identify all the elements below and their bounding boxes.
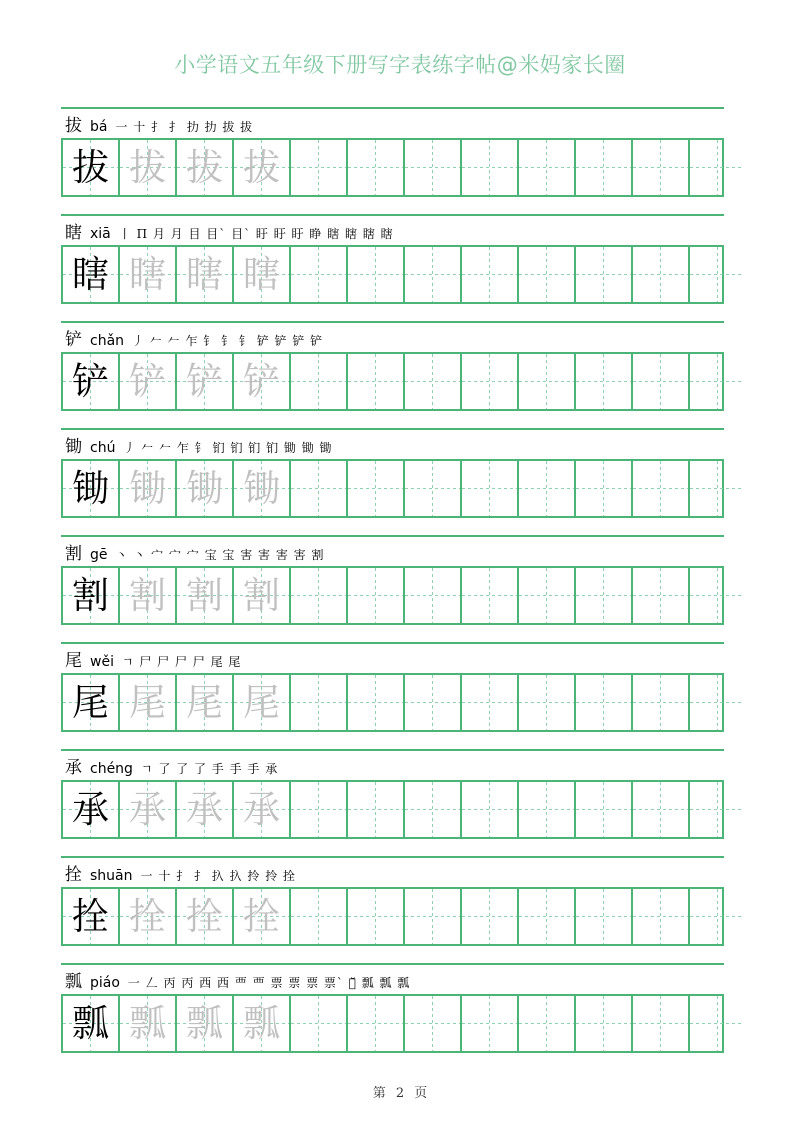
blank-cell[interactable]	[405, 782, 462, 837]
blank-cell[interactable]	[519, 675, 576, 730]
trace-glyph: 锄	[186, 467, 223, 510]
trace-cell	[177, 782, 234, 837]
blank-cell[interactable]	[348, 247, 405, 302]
char-block-5	[61, 642, 724, 742]
stroke-order: 丿 𠂉 𠂉 乍 钅 钔 钔 钔 钔 锄 锄 锄	[123, 441, 333, 455]
char-info	[65, 757, 278, 779]
blank-cell[interactable]	[690, 354, 743, 409]
blank-cell[interactable]	[690, 782, 743, 837]
blank-cell[interactable]	[633, 568, 690, 623]
trace-cell	[177, 140, 234, 195]
blank-cell[interactable]	[348, 675, 405, 730]
trace-glyph: 尾	[129, 681, 166, 724]
blank-cell[interactable]	[348, 354, 405, 409]
trace-glyph: 拔	[243, 146, 280, 189]
char-info	[65, 329, 323, 351]
blank-cell[interactable]	[348, 568, 405, 623]
blank-cell[interactable]	[462, 354, 519, 409]
char-info	[65, 971, 410, 993]
trace-cell	[234, 461, 291, 516]
stroke-order: 一 十 扌 扌 扐 扐 拔 拔	[115, 120, 254, 134]
blank-cell[interactable]	[576, 354, 633, 409]
writing-grid	[61, 352, 724, 411]
trace-cell	[177, 354, 234, 409]
blank-cell[interactable]	[462, 568, 519, 623]
char-label: 尾	[65, 651, 82, 671]
char-info	[65, 222, 394, 244]
blank-cell[interactable]	[519, 247, 576, 302]
blank-cell[interactable]	[291, 247, 348, 302]
blank-cell[interactable]	[405, 247, 462, 302]
blank-cell[interactable]	[462, 247, 519, 302]
char-info	[65, 864, 296, 886]
trace-glyph: 承	[129, 788, 166, 831]
blank-cell[interactable]	[519, 354, 576, 409]
stroke-order: ㄱ 尸 尸 尸 尸 尾 尾	[121, 655, 242, 669]
blank-cell[interactable]	[690, 140, 743, 195]
block-separator	[61, 428, 724, 430]
pinyin-label: wěi	[90, 654, 114, 670]
blank-cell[interactable]	[576, 889, 633, 944]
block-separator	[61, 642, 724, 644]
blank-cell[interactable]	[519, 996, 576, 1051]
trace-glyph: 尾	[186, 681, 223, 724]
trace-glyph: 拴	[186, 895, 223, 938]
block-separator	[61, 214, 724, 216]
blank-cell[interactable]	[462, 889, 519, 944]
blank-cell[interactable]	[633, 140, 690, 195]
blank-cell[interactable]	[348, 782, 405, 837]
char-label: 拔	[65, 116, 82, 136]
trace-glyph: 割	[129, 574, 166, 617]
blank-cell[interactable]	[405, 461, 462, 516]
blank-cell[interactable]	[633, 461, 690, 516]
trace-glyph: 拴	[129, 895, 166, 938]
model-cell	[63, 568, 120, 623]
block-separator	[61, 107, 724, 109]
blank-cell[interactable]	[690, 247, 743, 302]
model-glyph: 铲	[72, 360, 109, 403]
blank-cell[interactable]	[405, 568, 462, 623]
char-block-1	[61, 214, 724, 314]
char-label: 承	[65, 758, 82, 778]
blank-cell[interactable]	[291, 782, 348, 837]
char-info	[65, 436, 332, 458]
stroke-order: 一 十 扌 扌 扖 扖 拎 拎 拴	[140, 869, 297, 883]
trace-glyph: 铲	[129, 360, 166, 403]
model-glyph: 拔	[72, 146, 109, 189]
trace-cell	[120, 568, 177, 623]
trace-glyph: 瞎	[129, 253, 166, 296]
blank-cell[interactable]	[291, 675, 348, 730]
writing-grid	[61, 887, 724, 946]
writing-grid	[61, 245, 724, 304]
trace-cell	[177, 889, 234, 944]
trace-cell	[234, 140, 291, 195]
trace-cell	[234, 675, 291, 730]
pinyin-label: piáo	[90, 975, 120, 991]
blank-cell[interactable]	[348, 996, 405, 1051]
blank-cell[interactable]	[633, 889, 690, 944]
writing-grid	[61, 673, 724, 732]
trace-cell	[120, 675, 177, 730]
pinyin-label: xiā	[90, 226, 111, 242]
model-glyph: 锄	[72, 467, 109, 510]
blank-cell[interactable]	[462, 782, 519, 837]
blank-cell[interactable]	[291, 354, 348, 409]
block-separator	[61, 749, 724, 751]
blank-cell[interactable]	[348, 140, 405, 195]
blank-cell[interactable]	[405, 675, 462, 730]
model-cell	[63, 354, 120, 409]
stroke-order: 丶 丶 宀 宀 宀 宝 宝 害 害 害 害 割	[115, 548, 325, 562]
writing-grid	[61, 566, 724, 625]
char-block-8	[61, 963, 724, 1063]
char-block-2	[61, 321, 724, 421]
trace-cell	[177, 996, 234, 1051]
blank-cell[interactable]	[576, 675, 633, 730]
model-cell	[63, 782, 120, 837]
blank-cell[interactable]	[405, 889, 462, 944]
char-info	[65, 115, 253, 137]
blank-cell[interactable]	[348, 461, 405, 516]
blank-cell[interactable]	[690, 568, 743, 623]
trace-cell	[177, 568, 234, 623]
stroke-order: 丨 П 月 月 目 目` 目` 盱 盱 盱 睁 瞎 瞎 瞎 瞎	[118, 227, 394, 241]
blank-cell[interactable]	[291, 461, 348, 516]
model-cell	[63, 675, 120, 730]
blank-cell[interactable]	[519, 140, 576, 195]
trace-glyph: 承	[186, 788, 223, 831]
char-info	[65, 543, 324, 565]
blank-cell[interactable]	[348, 889, 405, 944]
trace-glyph: 割	[186, 574, 223, 617]
char-block-7	[61, 856, 724, 956]
trace-cell	[120, 889, 177, 944]
trace-glyph: 瓢	[243, 1002, 280, 1045]
blank-cell[interactable]	[633, 996, 690, 1051]
model-glyph: 割	[72, 574, 109, 617]
trace-cell	[177, 675, 234, 730]
trace-cell	[120, 140, 177, 195]
trace-cell	[234, 782, 291, 837]
blank-cell[interactable]	[405, 140, 462, 195]
trace-glyph: 瓢	[186, 1002, 223, 1045]
blank-cell[interactable]	[462, 140, 519, 195]
blank-cell[interactable]	[576, 461, 633, 516]
writing-grid	[61, 138, 724, 197]
block-separator	[61, 535, 724, 537]
blank-cell[interactable]	[633, 782, 690, 837]
trace-glyph: 承	[243, 788, 280, 831]
char-block-4	[61, 535, 724, 635]
pinyin-label: chǎn	[90, 333, 125, 349]
blank-cell[interactable]	[576, 140, 633, 195]
blank-cell[interactable]	[576, 247, 633, 302]
footer-prefix: 第	[372, 1086, 386, 1101]
trace-cell	[120, 247, 177, 302]
char-label: 瞎	[65, 223, 82, 243]
trace-cell	[120, 782, 177, 837]
blank-cell[interactable]	[576, 782, 633, 837]
blank-cell[interactable]	[291, 889, 348, 944]
trace-cell	[177, 247, 234, 302]
model-glyph: 瞎	[72, 253, 109, 296]
trace-glyph: 割	[243, 574, 280, 617]
stroke-order: 一 𠃋 丙 丙 西 西 覀 覀 票 票 票 票` 票̆ 瓢 瓢 瓢	[127, 976, 411, 990]
trace-cell	[234, 889, 291, 944]
blank-cell[interactable]	[633, 354, 690, 409]
model-cell	[63, 996, 120, 1051]
trace-glyph: 拴	[243, 895, 280, 938]
char-label: 锄	[65, 437, 82, 457]
char-label: 割	[65, 544, 82, 564]
trace-glyph: 尾	[243, 681, 280, 724]
trace-cell	[177, 461, 234, 516]
trace-glyph: 拔	[129, 146, 166, 189]
char-block-0	[61, 107, 724, 207]
char-block-6	[61, 749, 724, 849]
trace-cell	[234, 568, 291, 623]
char-info	[65, 650, 241, 672]
blank-cell[interactable]	[690, 461, 743, 516]
blank-cell[interactable]	[462, 461, 519, 516]
model-cell	[63, 140, 120, 195]
blank-cell[interactable]	[519, 889, 576, 944]
block-separator	[61, 321, 724, 323]
trace-glyph: 铲	[186, 360, 223, 403]
trace-glyph: 铲	[243, 360, 280, 403]
block-separator	[61, 856, 724, 858]
stroke-order: 丿 𠂉 𠂉 乍 钅 钅 钅 铲 铲 铲 铲	[132, 334, 324, 348]
trace-glyph: 锄	[243, 467, 280, 510]
stroke-order: ㄱ 了 了 了 手 手 手 承	[140, 762, 279, 776]
char-label: 拴	[65, 865, 82, 885]
pinyin-label: gē	[90, 547, 108, 563]
blank-cell[interactable]	[519, 782, 576, 837]
trace-glyph: 拔	[186, 146, 223, 189]
blank-cell[interactable]	[633, 247, 690, 302]
blank-cell[interactable]	[633, 675, 690, 730]
model-glyph: 承	[72, 788, 109, 831]
trace-cell	[234, 354, 291, 409]
trace-cell	[234, 247, 291, 302]
trace-glyph: 瞎	[186, 253, 223, 296]
char-label: 瓢	[65, 972, 82, 992]
blank-cell[interactable]	[576, 996, 633, 1051]
model-cell	[63, 461, 120, 516]
blank-cell[interactable]	[291, 996, 348, 1051]
model-cell	[63, 247, 120, 302]
blank-cell[interactable]	[462, 675, 519, 730]
trace-cell	[234, 996, 291, 1051]
trace-cell	[120, 461, 177, 516]
pinyin-label: chéng	[90, 761, 133, 777]
trace-glyph: 瓢	[129, 1002, 166, 1045]
model-cell	[63, 889, 120, 944]
blank-cell[interactable]	[405, 996, 462, 1051]
blank-cell[interactable]	[576, 568, 633, 623]
block-separator	[61, 963, 724, 965]
blank-cell[interactable]	[291, 568, 348, 623]
blank-cell[interactable]	[462, 996, 519, 1051]
model-glyph: 尾	[72, 681, 109, 724]
page-number: 2	[395, 1086, 405, 1101]
blank-cell[interactable]	[291, 140, 348, 195]
pinyin-label: chú	[90, 440, 116, 456]
blank-cell[interactable]	[690, 889, 743, 944]
pinyin-label: bá	[90, 119, 108, 135]
footer-suffix: 页	[414, 1086, 428, 1101]
model-glyph: 拴	[72, 895, 109, 938]
trace-cell	[120, 996, 177, 1051]
char-block-3	[61, 428, 724, 528]
blank-cell[interactable]	[405, 354, 462, 409]
blank-cell[interactable]	[690, 675, 743, 730]
page-title: 小学语文五年级下册写字表练字帖@米妈家长圈	[174, 53, 626, 77]
writing-grid	[61, 780, 724, 839]
blank-cell[interactable]	[519, 568, 576, 623]
char-label: 铲	[65, 330, 82, 350]
blank-cell[interactable]	[690, 996, 743, 1051]
model-glyph: 瓢	[72, 1002, 109, 1045]
writing-grid	[61, 994, 724, 1053]
writing-grid	[61, 459, 724, 518]
trace-cell	[120, 354, 177, 409]
trace-glyph: 锄	[129, 467, 166, 510]
trace-glyph: 瞎	[243, 253, 280, 296]
page-footer	[0, 1082, 800, 1101]
pinyin-label: shuān	[90, 868, 133, 884]
blank-cell[interactable]	[519, 461, 576, 516]
